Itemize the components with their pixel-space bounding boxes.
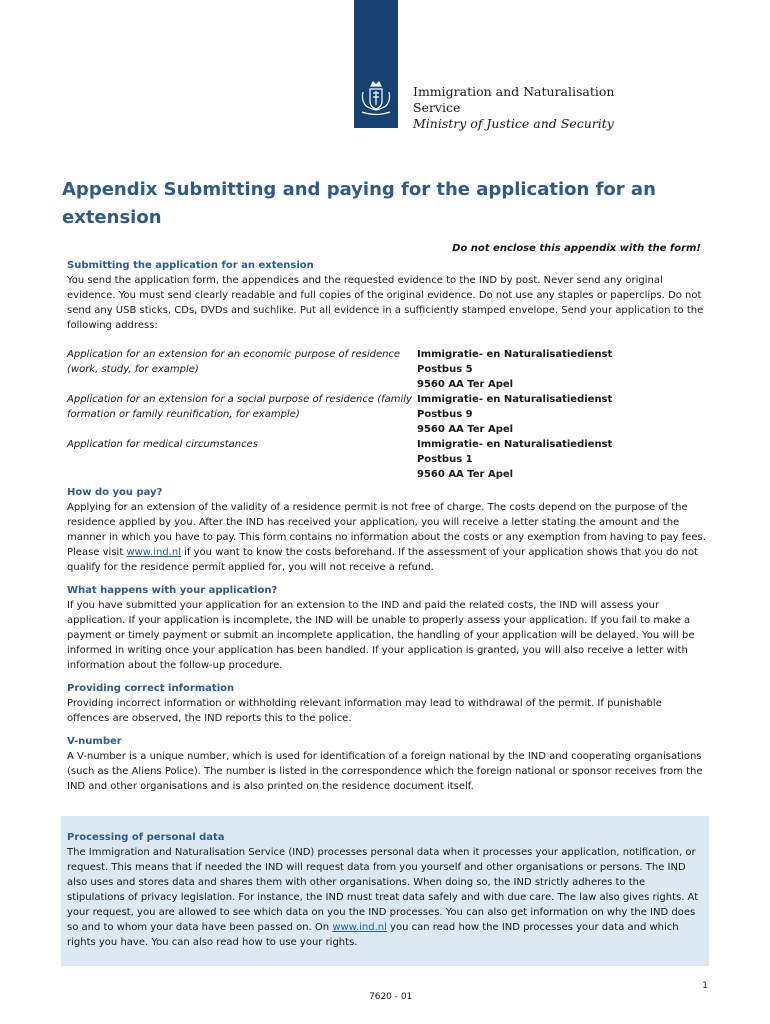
happens-body: If you have submitted your application for an extension to the IND and paid the related costs, the IND will assess your application. If your application is incomplete, the IND will be unable to properly assess your application. If you fail to make a payment or timely payment or submit an incomplete application, the handling of your application will be delayed. You will be informed in writing once your application has been handled. If your application is granted, you will also receive a letter with information about the follow-up procedure. (67, 600, 695, 671)
address-table (67, 347, 707, 482)
pay-heading: How do you pay? (67, 487, 163, 498)
ind-website-link[interactable]: www.ind.nl (332, 922, 387, 933)
privacy-box (61, 816, 709, 966)
address-line: Immigratie- en Naturalisatiedienst (417, 349, 613, 360)
correct-info-body: Providing incorrect information or withholding relevant information may lead to withdrawal of the permit. If punishable offences are observed, the IND reports this to the police. (67, 698, 662, 724)
address-row (67, 347, 707, 392)
organisation-name (413, 84, 614, 132)
privacy-body (67, 845, 703, 950)
privacy-body-text: The Immigration and Naturalisation Service (IND) processes personal data when it processes your application, notification, or request. This means that if needed the IND will request data from you yourself and other organisations or persons. The IND also uses and stores data and shares them with other organisations. When doing so, the IND strictly adheres to the stipulations of privacy legislation. For instance, the IND must treat data safely and with due care. The law also gives rights. At your request, you are allowed to see which data on you the IND processes. You can also get information on why the IND does so and to whom your data have been passed on. On (67, 847, 699, 933)
submitting-heading: Submitting the application for an extension (67, 260, 314, 271)
submitting-body: You send the application form, the appendices and the requested evidence to the IND by post. Never send any original evidence. You must send clearly readable and full copies of the original evidence. Do not use any staples or paperclips. Do not send any USB sticks, CDs, DVDs and suchlike. Put all evidence in a sufficiently stamped envelope. Send your application to the following address: (67, 275, 704, 331)
address-line: Postbus 5 (417, 364, 473, 375)
address-purpose: Application for medical circumstances (67, 439, 259, 450)
main-content (67, 258, 707, 794)
pay-body-text: if you want to know the costs beforehand. If the assessment of your application shows that you do not qualify for the residence permit applied for, you will not receive a refund. (67, 547, 698, 573)
address-line: Postbus 9 (417, 409, 473, 420)
vnumber-heading: V-number (67, 736, 122, 747)
postal-address (417, 437, 612, 482)
page-title: Appendix Submitting and paying for the application for an extension (62, 179, 656, 228)
org-name-line1: Immigration and Naturalisation (413, 84, 615, 99)
document-code: 7620 - 01 (369, 992, 413, 1002)
happens-heading: What happens with your application? (67, 585, 278, 596)
correct-info-heading: Providing correct information (67, 683, 235, 694)
privacy-body-text: you can read how the IND processes your data and which rights you have. You can also read how to use your rights. (67, 922, 679, 948)
privacy-heading: Processing of personal data (67, 832, 225, 843)
address-line: Immigratie- en Naturalisatiedienst (417, 394, 613, 405)
government-logo-bar (354, 0, 398, 128)
address-line: 9560 AA Ter Apel (417, 469, 514, 480)
pay-body-text: Applying for an extension of the validity of a residence permit is not free of charge. The costs depend on the purpose of the residence applied by you. After the IND has received your application, you will receive a letter stating the amount and the manner in which you have to pay. This form contains no information about the costs or any exemption from having to pay fees. Please visit (67, 502, 706, 558)
page-number: 1 (702, 981, 708, 991)
address-line: Immigratie- en Naturalisatiedienst (417, 439, 613, 450)
postal-address (417, 347, 612, 392)
vnumber-body: A V-number is a unique number, which is used for identification of a foreign national by the IND and cooperating organisations (such as the Aliens Police). The number is listed in the correspondence which the foreign national or sponsor receives from the IND and other organisations and is also printed on the residence document itself. (67, 751, 703, 792)
ind-website-link[interactable]: www.ind.nl (126, 547, 181, 558)
coat-of-arms-icon (358, 80, 394, 118)
address-row (67, 392, 707, 437)
address-purpose: Application for an extension for a social purpose of residence (family formation or family reunification, for example) (67, 394, 412, 420)
address-purpose: Application for an extension for an economic purpose of residence (work, study, for example) (67, 349, 401, 375)
address-line: 9560 AA Ter Apel (417, 379, 514, 390)
address-line: 9560 AA Ter Apel (417, 424, 514, 435)
postal-address (417, 392, 612, 437)
pay-body (67, 500, 707, 575)
address-row (67, 437, 707, 482)
ministry-name: Ministry of Justice and Security (413, 116, 614, 131)
address-line: Postbus 1 (417, 454, 473, 465)
enclose-notice: Do not enclose this appendix with the form! (452, 243, 701, 254)
org-name-line2: Service (413, 100, 461, 115)
